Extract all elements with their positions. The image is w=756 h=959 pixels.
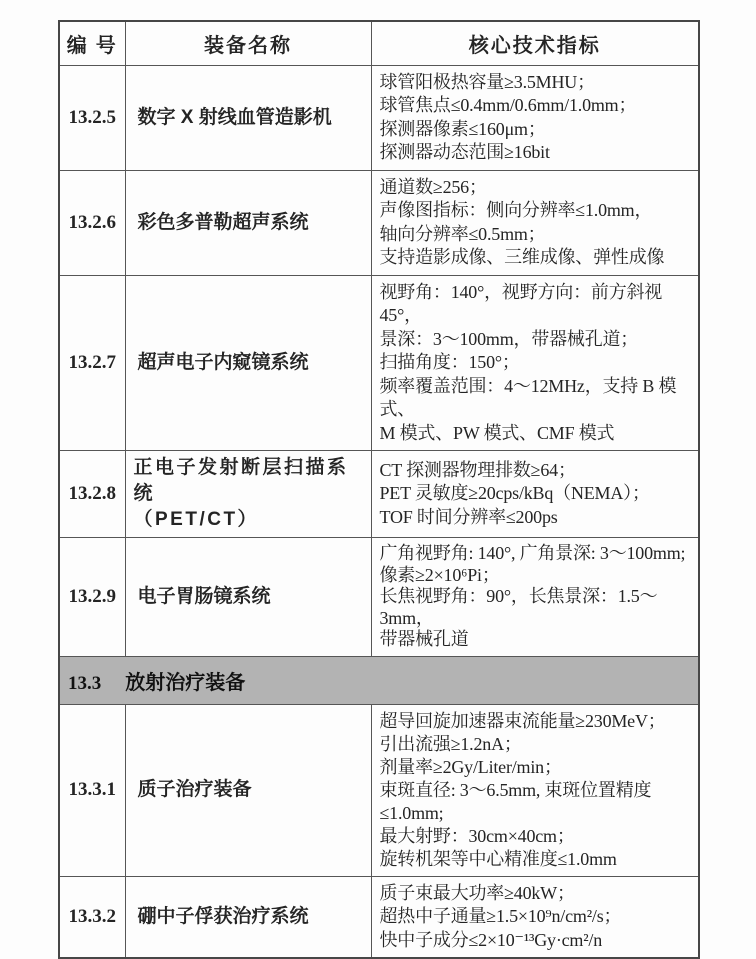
equipment-number: 13.2.9 bbox=[59, 538, 125, 657]
col-header-number: 编 号 bbox=[59, 21, 125, 65]
equipment-name: 硼中子俘获治疗系统 bbox=[125, 876, 371, 958]
equipment-number: 13.2.5 bbox=[59, 65, 125, 170]
equipment-name: 正电子发射断层扫描系统 （PET/CT） bbox=[125, 451, 371, 538]
equipment-name: 电子胃肠镜系统 bbox=[125, 538, 371, 657]
equipment-name: 超声电子内窥镜系统 bbox=[125, 275, 371, 451]
table-row bbox=[59, 538, 699, 657]
table-row bbox=[59, 704, 699, 876]
equipment-name: 质子治疗装备 bbox=[125, 704, 371, 876]
section-number: 13.3 bbox=[68, 672, 102, 694]
equipment-specs: CT 探测器物理排数≥64； PET 灵敏度≥20cps/kBq（NEMA）； TOF 时间分辨率≤200ps bbox=[371, 451, 699, 538]
equipment-number: 13.2.6 bbox=[59, 170, 125, 275]
table-row bbox=[59, 876, 699, 958]
equipment-number: 13.3.1 bbox=[59, 704, 125, 876]
equipment-number: 13.2.8 bbox=[59, 451, 125, 538]
table-row bbox=[59, 65, 699, 170]
equipment-spec-table bbox=[58, 20, 700, 959]
equipment-number: 13.3.2 bbox=[59, 876, 125, 958]
col-header-specs: 核心技术指标 bbox=[371, 21, 699, 65]
equipment-number: 13.2.7 bbox=[59, 275, 125, 451]
section-header-cell bbox=[59, 656, 699, 704]
section-title: 放射治疗装备 bbox=[125, 671, 246, 694]
equipment-specs: 广角视野角: 140°, 广角景深: 3～100mm; 像素≥2×10⁶Pi； 长焦视野角：90°，长焦景深：1.5～3mm， 带器械孔道 bbox=[371, 538, 699, 657]
equipment-specs: 通道数≥256； 声像图指标：侧向分辨率≤1.0mm， 轴向分辨率≤0.5mm； 支持造影成像、三维成像、弹性成像 bbox=[371, 170, 699, 275]
equipment-specs: 质子束最大功率≥40kW； 超热中子通量≥1.5×10⁹n/cm²/s； 快中子成分≤2×10⁻¹³Gy·cm²/n bbox=[371, 876, 699, 958]
equipment-specs: 超导回旋加速器束流能量≥230MeV； 引出流强≥1.2nA； 剂量率≥2Gy/Liter/min； 束斑直径: 3～6.5mm, 束斑位置精度≤1.0mm; 最大射野：30cm×40cm； 旋转机架等中心精准度≤1.0mm bbox=[371, 704, 699, 876]
table-row bbox=[59, 170, 699, 275]
col-header-name: 装备名称 bbox=[125, 21, 371, 65]
equipment-name: 彩色多普勒超声系统 bbox=[125, 170, 371, 275]
table-row bbox=[59, 275, 699, 451]
equipment-specs: 球管阳极热容量≥3.5MHU； 球管焦点≤0.4mm/0.6mm/1.0mm； 探测器像素≤160μm； 探测器动态范围≥16bit bbox=[371, 65, 699, 170]
table-header-row bbox=[59, 21, 699, 65]
equipment-name: 数字 X 射线血管造影机 bbox=[125, 65, 371, 170]
table-row bbox=[59, 451, 699, 538]
section-header-row bbox=[59, 656, 699, 704]
equipment-specs: 视野角：140°，视野方向：前方斜视 45°， 景深：3～100mm，带器械孔道； 扫描角度：150°； 频率覆盖范围：4～12MHz，支持 B 模式、 M 模式、PW 模式、CMF 模式 bbox=[371, 275, 699, 451]
